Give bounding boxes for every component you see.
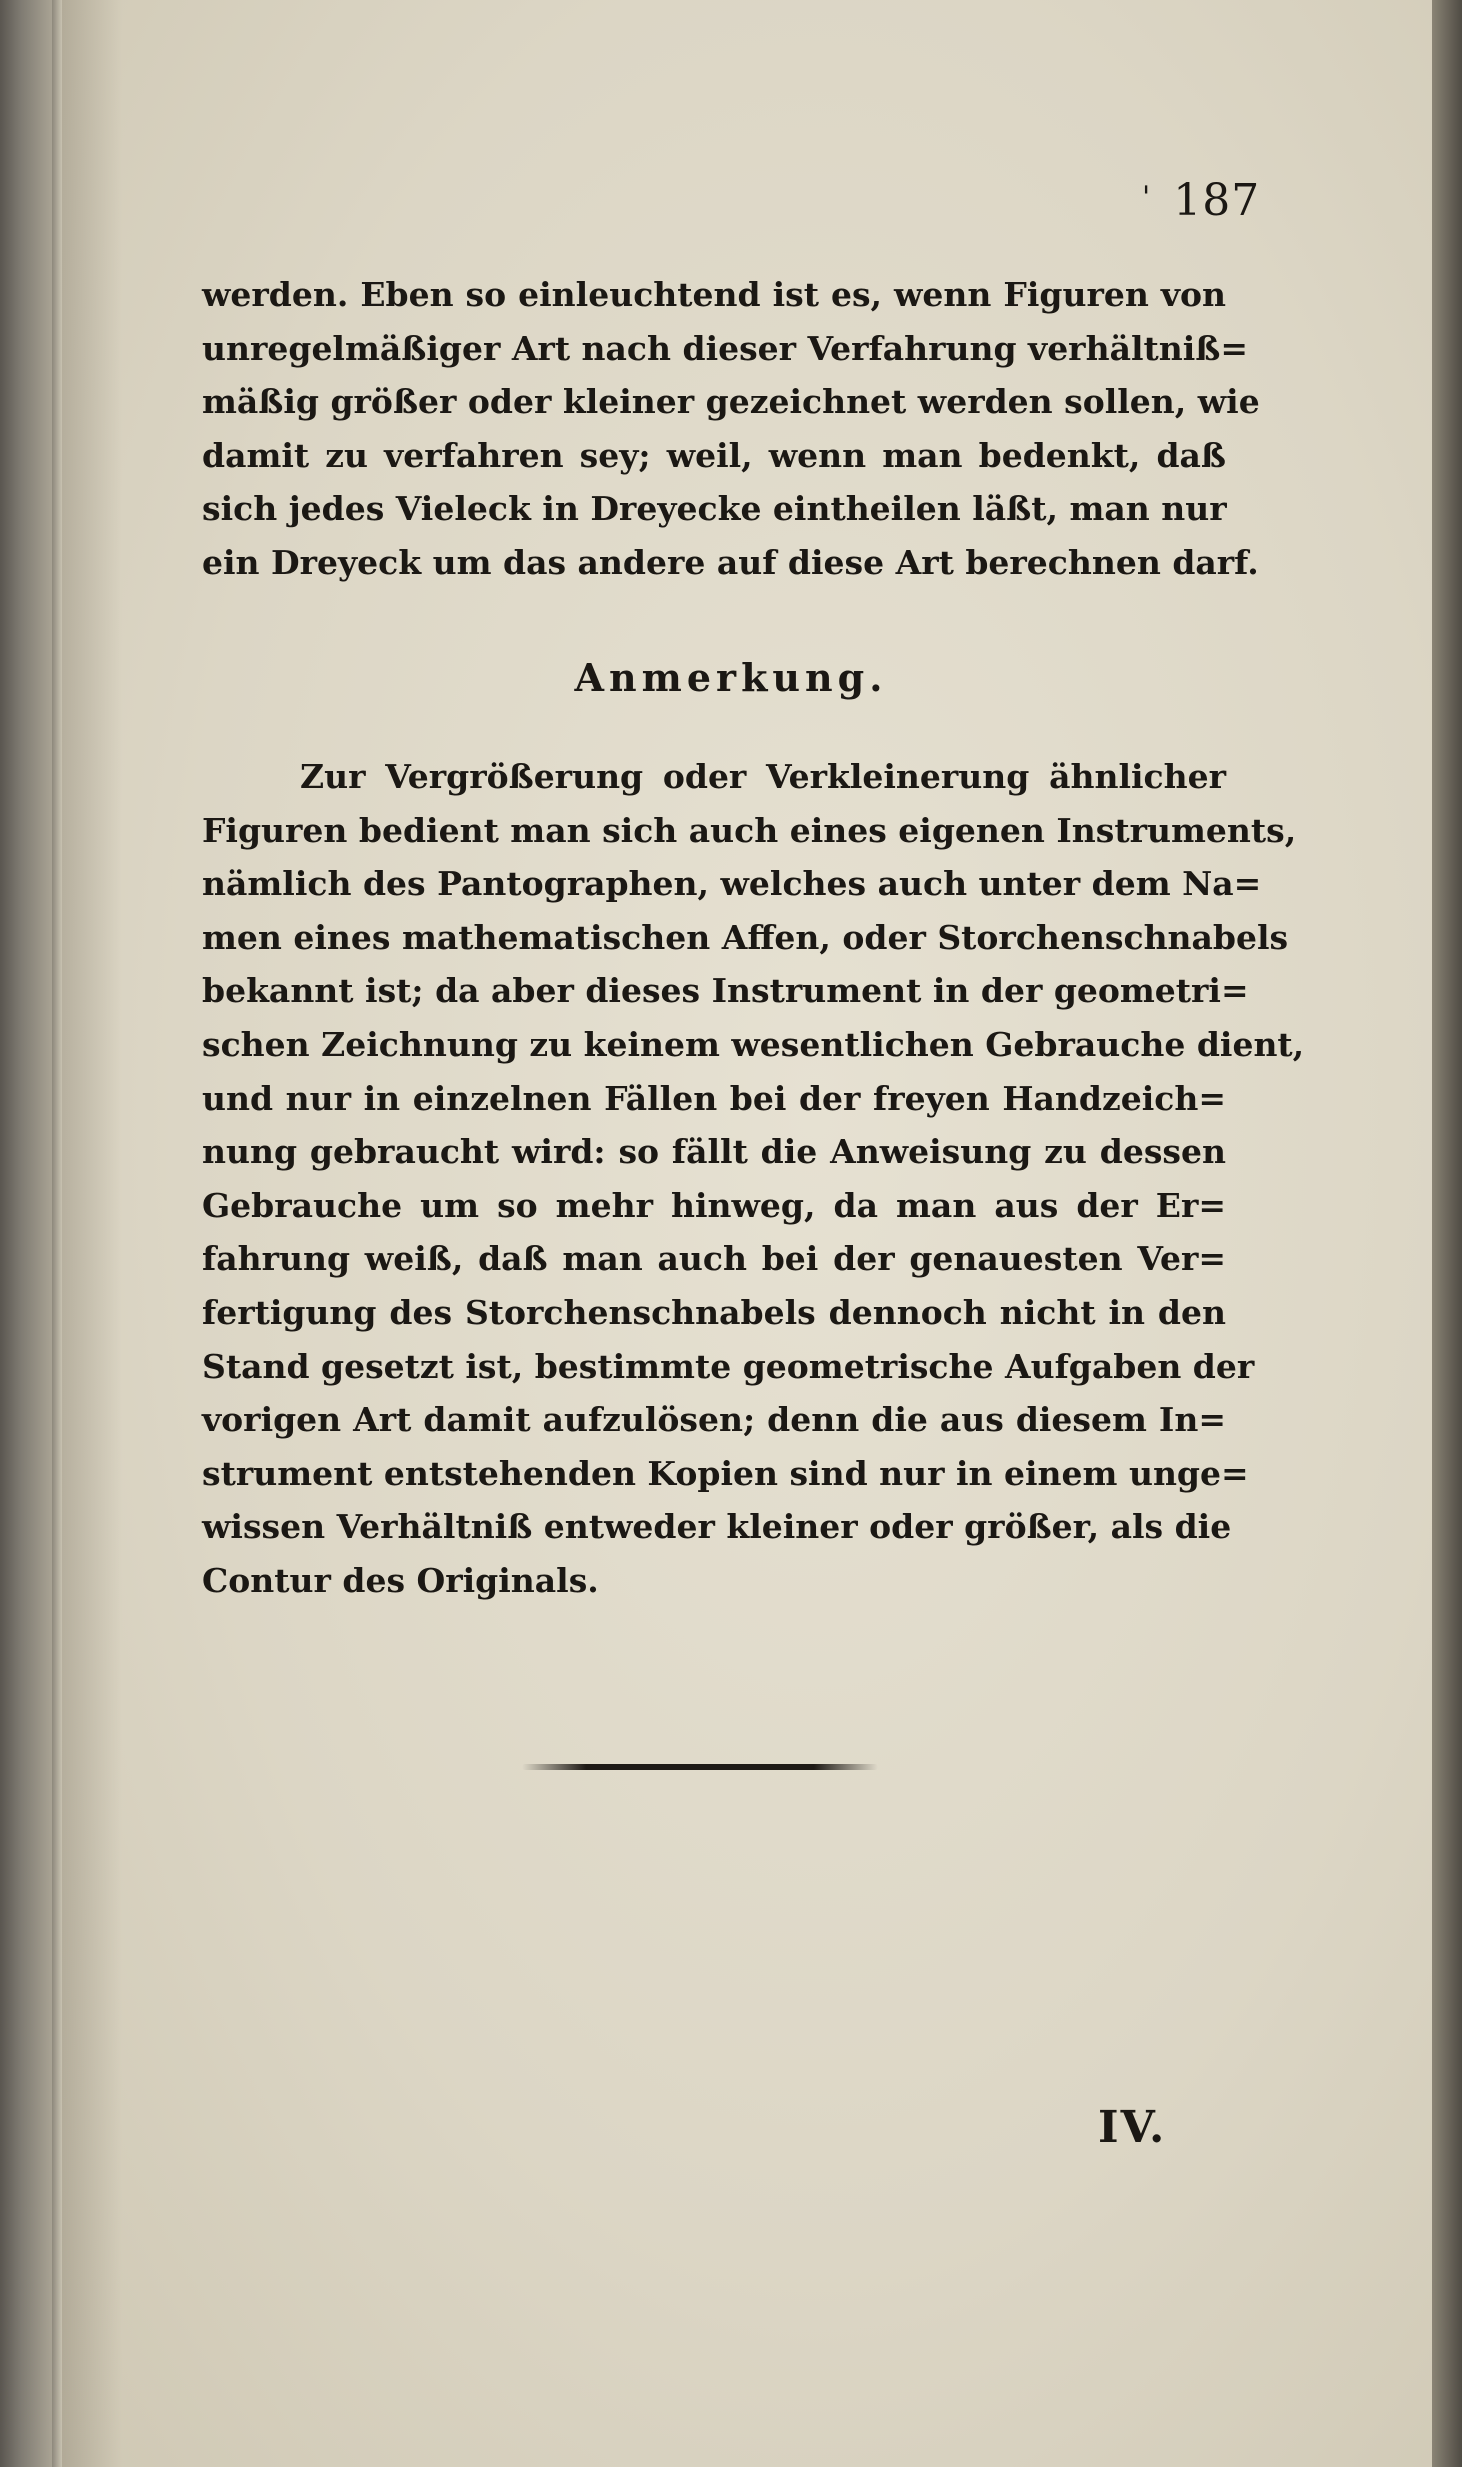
text-line: vorigen Art damit aufzulösen; denn die aus diesem In=	[202, 1400, 1226, 1440]
paragraph-continuation	[202, 268, 1260, 590]
text-line: unregelmäßiger Art nach dieser Verfahrung verhältniß=	[202, 328, 1248, 368]
decorative-rule	[522, 1764, 878, 1770]
text-line: Gebrauche um so mehr hinweg, da man aus der Er=	[202, 1185, 1226, 1225]
text-line: men eines mathematischen Affen, oder Storchenschnabels	[202, 917, 1289, 957]
signature-mark: '	[1142, 180, 1152, 215]
text-line: Contur des Originals.	[202, 1560, 599, 1600]
text-line: sich jedes Vieleck in Dreyecke eintheilen läßt, man nur	[202, 489, 1227, 529]
text-line: bekannt ist; da aber dieses Instrument in der geometri=	[202, 971, 1249, 1011]
text-line: Zur Vergrößerung oder Verkleinerung ähnlicher	[300, 757, 1226, 796]
text-line: fertigung des Storchenschnabels dennoch nicht in den	[202, 1292, 1226, 1332]
text-line: und nur in einzelnen Fällen bei der freyen Handzeich=	[202, 1078, 1226, 1118]
catchword: IV.	[1098, 2102, 1167, 2153]
text-line: Figuren bedient man sich auch eines eigenen Instruments,	[202, 810, 1297, 850]
text-line: schen Zeichnung zu keinem wesentlichen Gebrauche dient,	[202, 1024, 1305, 1064]
text-line: nung gebraucht wird: so fällt die Anweisung zu dessen	[202, 1132, 1226, 1172]
text-line: werden. Eben so einleuchtend ist es, wenn Figuren von	[202, 275, 1226, 314]
page-right-edge	[1432, 0, 1462, 2467]
text-line: wissen Verhältniß entweder kleiner oder größer, als die	[202, 1507, 1232, 1547]
text-line: mäßig größer oder kleiner gezeichnet werden sollen, wie	[202, 382, 1260, 422]
section-heading: Anmerkung.	[574, 655, 888, 700]
paragraph-note	[202, 750, 1305, 1608]
text-line: fahrung weiß, daß man auch bei der genauesten Ver=	[202, 1239, 1226, 1279]
text-line: Stand gesetzt ist, bestimmte geometrische Aufgaben der	[202, 1346, 1255, 1386]
book-binding	[0, 0, 52, 2467]
binding-edge	[52, 0, 62, 2467]
text-line: strument entstehenden Kopien sind nur in einem unge=	[202, 1453, 1249, 1493]
page-number: 187	[1173, 175, 1261, 226]
page-header	[1142, 175, 1260, 226]
page-gutter-shadow	[62, 0, 122, 2467]
text-line: nämlich des Pantographen, welches auch unter dem Na=	[202, 864, 1262, 904]
text-line: damit zu verfahren sey; weil, wenn man bedenkt, daß	[202, 435, 1226, 475]
text-line: ein Dreyeck um das andere auf diese Art berechnen darf.	[202, 542, 1259, 582]
